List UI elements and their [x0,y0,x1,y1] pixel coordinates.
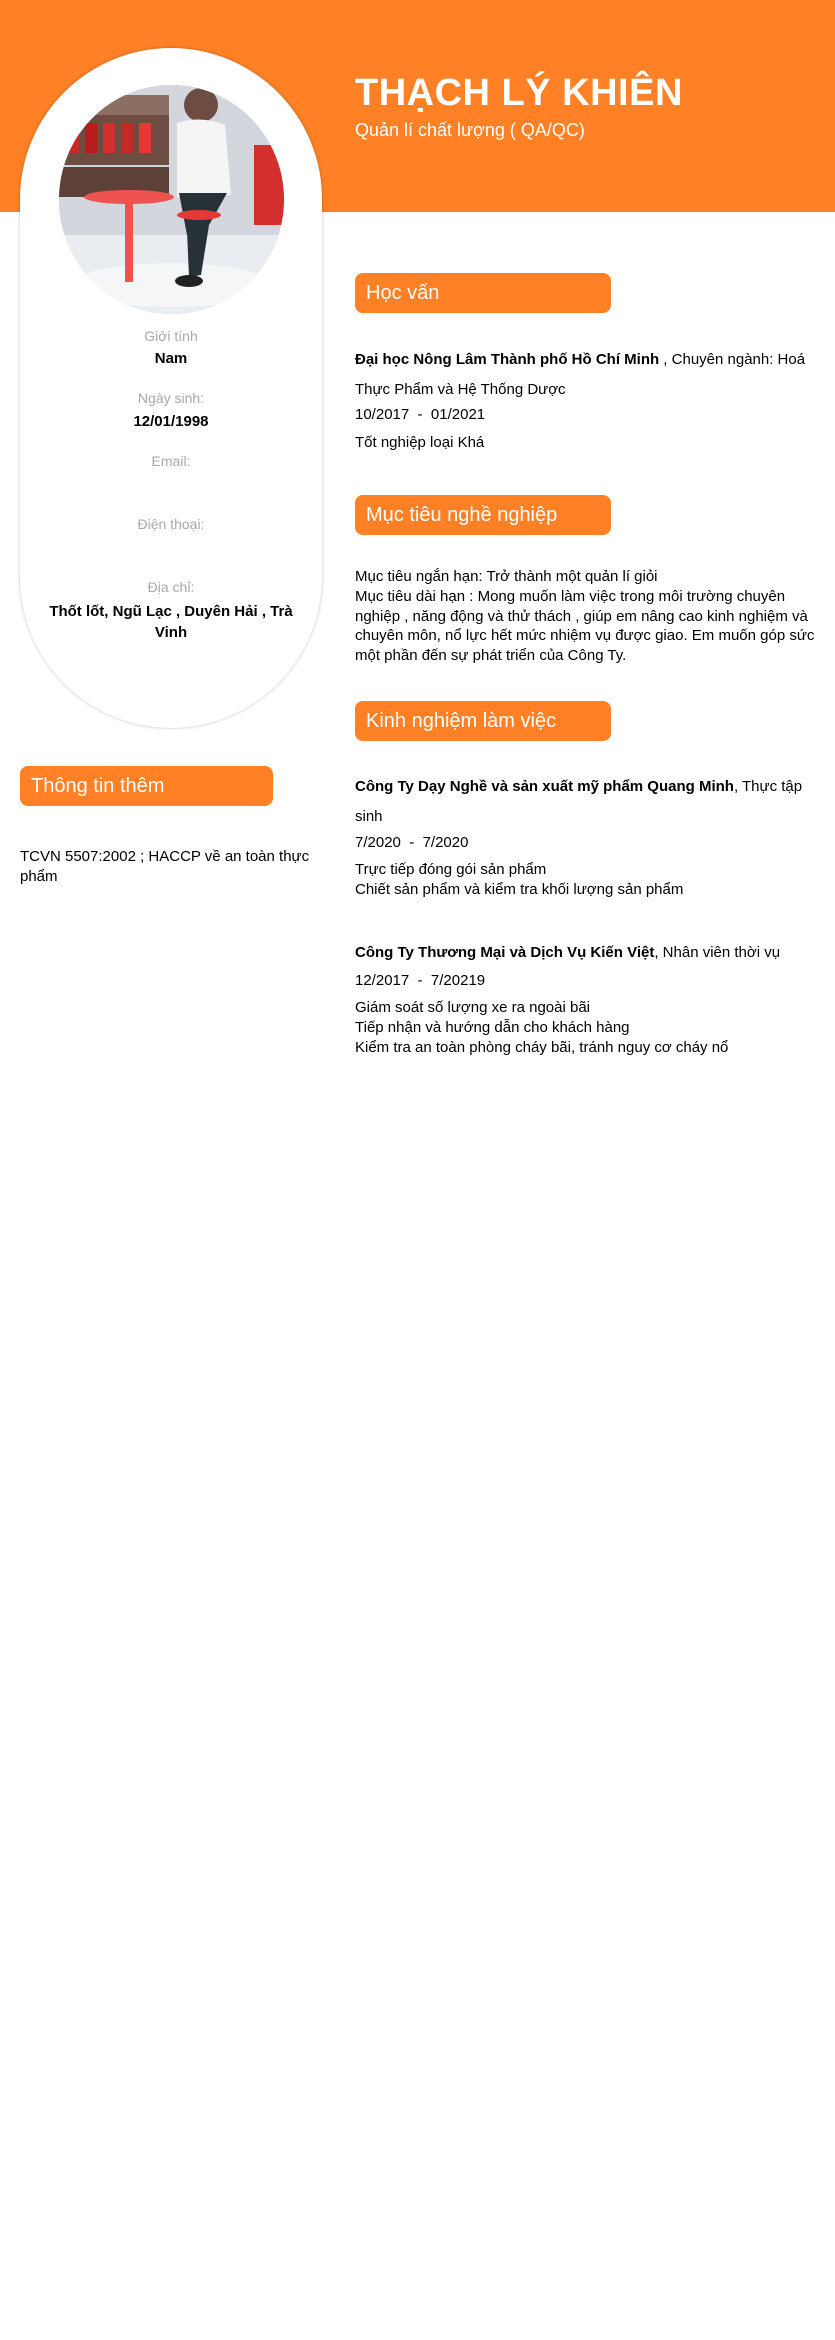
date-separator: - [409,834,415,851]
dob-label: Ngày sinh: [137,390,205,406]
job-2-position: , Nhân viên thời vụ [654,944,781,961]
candidate-name: THẠCH LÝ KHIÊN [355,72,683,114]
date-separator: - [417,406,423,423]
job-1-position: , Thực tập sinh [355,778,803,825]
job-1-start: 7/2020 [355,834,401,851]
candidate-role: Quản lí chất lượng ( QA/QC) [355,120,585,140]
phone-label: Điện thoại: [137,516,205,532]
job-1-end: 7/2020 [422,834,469,851]
job-1-title-line [355,772,815,832]
job-1-duty: Trực tiếp đóng gói sản phẩm [355,861,547,878]
education-end: 01/2021 [430,406,486,423]
job-2-duty: Tiếp nhận và hướng dẫn cho khách hàng [355,1019,630,1036]
address-label: Địa chỉ: [147,579,195,595]
experience-heading: Kinh nghiệm làm việc [355,701,611,741]
dob-value: 12/01/1998 [133,413,209,430]
job-2-end: 7/20219 [430,972,486,989]
extra-info-heading: Thông tin thêm [20,766,273,806]
education-school: Đại học Nông Lâm Thành phố Hồ Chí Minh [355,351,660,368]
education-start: 10/2017 [355,406,410,423]
job-1-duty: Chiết sản phẩm và kiểm tra khối lượng sản phẩm [355,881,684,898]
extra-info-text: TCVN 5507:2002 ; HACCP về an toàn thực phẩm [20,848,310,885]
job-2-title-line [355,938,825,968]
gender-label: Giới tính [144,328,198,344]
job-1-dates [355,834,468,851]
objective-short: Mục tiêu ngắn hạn: Trở thành một quản lí giỏi [355,568,658,585]
job-2-duty: Kiểm tra an toàn phòng cháy bãi, tránh nguy cơ cháy nổ [355,1039,729,1056]
email-label: Email: [151,453,191,469]
person-photo-icon [59,85,284,314]
education-dates [355,406,485,423]
education-major: , Chuyên ngành: Hoá Thực Phẩm và Hệ Thống Dược [355,351,806,398]
education-heading: Học vấn [355,273,611,313]
avatar [59,85,284,314]
gender-value: Nam [154,350,188,367]
job-2-duty: Giám soát số lượng xe ra ngoài bãi [355,999,590,1016]
objective-heading: Mục tiêu nghề nghiệp [355,495,611,535]
address-value: Thốt lốt, Ngũ Lạc , Duyên Hải , Trà Vinh [49,603,293,641]
job-2-company: Công Ty Thương Mại và Dịch Vụ Kiến Việt [355,944,655,961]
job-1-company: Công Ty Dạy Nghề và sản xuất mỹ phẩm Quang Minh [355,778,734,795]
education-school-line [355,345,815,405]
date-separator: - [417,972,423,989]
objective-long: Mục tiêu dài hạn : Mong muốn làm việc trong môi trường chuyên nghiệp , năng động và thử thách , giúp em nâng cao kinh nghiệm và chuyên môn, nổ lực hết mức nhiệm vụ được giao. Em muốn góp sức một phần đến sự phát triển của Công Ty. [355,588,815,664]
education-note: Tốt nghiệp loại Khá [355,434,485,451]
job-2-start: 12/2017 [355,972,410,989]
job-2-dates [355,972,485,989]
